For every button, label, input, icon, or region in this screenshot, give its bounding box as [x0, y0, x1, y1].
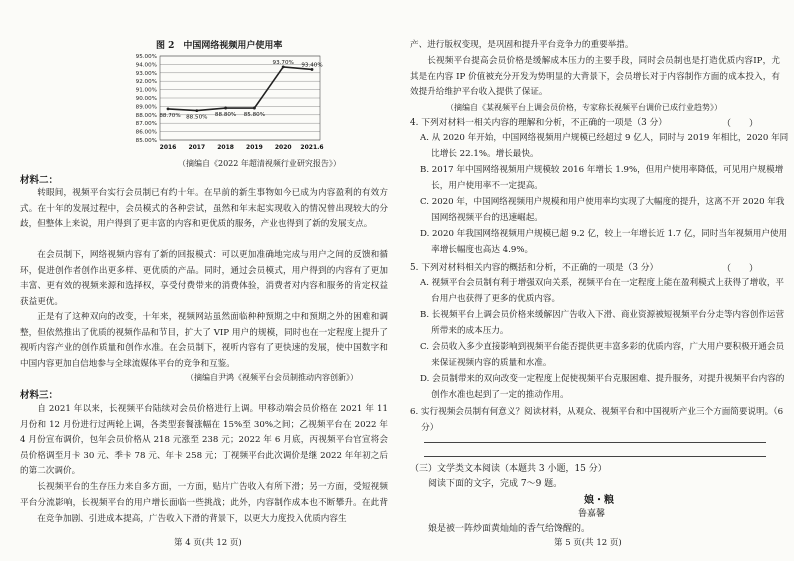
y-tick-label: 86.00%: [135, 129, 157, 136]
x-tick-label: 2018: [217, 144, 234, 151]
story-first-line: 娘是被一阵炒面黄灿灿的香气给馋醒的。: [428, 524, 591, 534]
question-4-stem: 4. 下列对材料一相关内容的理解和分析，不正确的一项是（3 分）: [410, 118, 668, 128]
data-label: 93.70%: [272, 59, 294, 66]
question-5-option-a[interactable]: A. 视频平台会员制有利于增强双向关系，视频平台在一定程度上能在盈利模式上获得了增收，平台用户也获得了更多的优质内容。: [420, 278, 785, 304]
data-label: 93.40%: [301, 62, 323, 69]
material2-paragraph-3: 正是有了这种双向的改变，十年来，视频网站虽然面临种种预期之中和预期之外的困难和调整，但依然推出了优质的视频作品和节目，扩大了 VIP 用户的规模，同时也在一定程度上提升了视听内容产业的创作质量和创作水准。在会员制下，视听内容有了更快速的发展，使中国数字和中国内容更加自信地参与全球流媒体平台的竞争和互鉴。: [20, 312, 388, 369]
y-tick-label: 87.00%: [135, 121, 157, 128]
data-label: 88.70%: [159, 112, 181, 119]
user-rate-chart: [126, 50, 326, 158]
material3-paragraph-3: 在竞争加剧、引进成本提高，广告收入下滑的背景下，以更大力度投入优质内容生: [37, 514, 347, 524]
answer-line-2[interactable]: [424, 456, 766, 457]
question-4-option-a[interactable]: A. 从 2020 年开始，中国网络视频用户规模已经超过 9 亿人，同时与 2019 年相比，2020 年同比增长 22.1%。增长最快。: [420, 133, 788, 159]
y-tick-label: 94.00%: [135, 62, 157, 69]
question-4-answer-paren[interactable]: （ ）: [722, 119, 759, 129]
answer-line-1[interactable]: [424, 442, 766, 443]
material3-source: （摘编自《某视频平台上调会员价格，专家称长视频平台调价已成行业趋势》）: [446, 103, 722, 112]
question-5-option-d[interactable]: D. 会员制带来的双向改变一定程度上促使视频平台克服困难、提升服务，对提升视频平台内容的创作水准也起到了一定的推动作用。: [420, 374, 785, 400]
y-tick-label: 85.00%: [135, 138, 157, 144]
material2-source: （摘编自尹鸿《视频平台会员制推动内容创新》）: [186, 373, 358, 382]
x-tick-label: 2016: [159, 144, 177, 151]
question-6-stem: 6. 实行视频会员制有何意义？阅读材料，从观众、视频平台和中国视听产业三个方面简要说明。（6 分）: [410, 407, 784, 433]
x-tick-label: 2021.6: [300, 144, 324, 151]
material3-heading: 材料三：: [20, 390, 59, 401]
question-4-option-d[interactable]: D. 2020 年我国网络视频用户规模已超 9.2 亿，较上一年增长近 1.7 亿，同时当年视频用户使用率增长幅度也高达 4.9%。: [420, 229, 788, 255]
data-point: [253, 107, 256, 110]
x-tick-label: 2019: [246, 144, 263, 151]
data-label: 88.80%: [214, 112, 237, 119]
figure-title: 图 2 中国网络视频用户使用率: [156, 41, 283, 51]
data-point: [167, 108, 170, 111]
question-4-option-b[interactable]: B. 2017 年中国网络视频用户规模较 2016 年增长 1.9%，但用户使用率降低，可见用户规模增长，用户使用率不一定提高。: [420, 165, 784, 191]
y-tick-label: 95.00%: [135, 54, 157, 60]
question-4-option-c[interactable]: C. 2020 年，中国网络视频用户规模和用户使用率均实现了大幅度的提升，这离不开 2020 年我国网络视频平台的迅速崛起。: [420, 197, 785, 223]
data-point: [195, 109, 198, 112]
y-tick-label: 88.00%: [135, 112, 157, 119]
y-tick-label: 90.00%: [135, 96, 157, 102]
data-label: 88.50%: [186, 114, 208, 121]
left-page: [6, 0, 390, 561]
story-title: 娘・粮: [584, 495, 614, 506]
material2-paragraph-2: 在会员制下，网络视频内容有了新的回报模式：可以更加准确地完成与用户之间的反馈和循环，促进创作者创作出更多样、更优质的产品。同时，通过会员模式，用户得到的内容有了更加丰富、更有效的视频来源和选择权，享受付费带来的消费体验，消费者对内容和服务的肯定权益获益更优。: [20, 250, 388, 307]
y-tick-label: 91.00%: [135, 87, 157, 94]
data-label: 85.80%: [243, 112, 266, 119]
figure-source: （摘编自《2022 年超清视频行业研究报告》）: [178, 159, 341, 168]
story-author: 鲁嘉馨: [578, 509, 606, 519]
continued-paragraph-2: 长视频平台提高会员价格是缓解成本压力的主要手段，同时会员制也是打造优质内容IP，尤其是在内容 IP 价值被充分开发为势明显的大背景下，会员增长对于内容制作方面的成本投入，有效提升给维护平台收入提供了保证。: [410, 56, 780, 98]
y-tick-label: 89.00%: [135, 104, 157, 111]
material2-paragraph-1: 转眼间，视频平台实行会员制已有约十年。在早前的新生事物如今已成为内容盈利的有效方式。在十年的发展过程中，会员模式的各种尝试，虽然和年末起实现收入的情况曾出现较大的分歧，但整体上来说，用户得到了更丰富的内容和更优质的服务，产业也得到了新的发展支点。: [20, 188, 388, 230]
page-footer-right: 第 5 页(共 12 页): [554, 538, 622, 548]
x-tick-label: 2020: [274, 144, 292, 151]
material2-heading: 材料二：: [20, 175, 59, 186]
question-5-answer-paren[interactable]: （ ）: [722, 264, 759, 274]
question-5-option-b[interactable]: B. 长视频平台上调会员价格来缓解因广告收入下滑、商业资源被短视频平台分走等内容创作运营所带来的成本压力。: [420, 310, 785, 336]
continued-paragraph-1: 产、进行版权变现，是巩固和提升平台竞争力的重要举措。: [410, 40, 634, 50]
data-point: [311, 68, 314, 71]
material3-paragraph-1: 自 2021 年以来，长视频平台陆续对会员价格进行上调。甲移动端会员价格在 2021 年 11 月份和 12 月份进行过两轮上调，各类型套餐涨幅在 15%至 30%之间；乙视频平台在 2022 年 4 月份宣布调价，包年会员价格从 218 元涨至 238 元；2022 年 6 月底，丙视频平台官宣将会员价格调至月卡 30 元、季卡 78 元、年卡 258 元；丁视频平台此次调价是继 2022 年年初之后的第二次调价。: [20, 404, 388, 477]
data-point: [282, 66, 285, 69]
right-page: [404, 0, 788, 561]
x-tick-label: 2017: [188, 144, 206, 151]
y-tick-label: 93.00%: [135, 70, 157, 77]
question-5-option-c[interactable]: C. 会员收入多少直接影响到视频平台能否提供更丰富多彩的优质内容，广大用户要积极开通会员来保证视频内容的质量和水准。: [420, 342, 785, 368]
section-3-heading: （三）文学类文本阅读（本题共 3 小题，15 分）: [410, 464, 607, 474]
data-point: [224, 107, 227, 110]
series-line: [168, 67, 312, 111]
page-footer-left: 第 4 页(共 12 页): [174, 538, 242, 548]
material3-paragraph-2: 长视频平台的生存压力来自多方面，一方面，贴片广告收入有所下滑；另一方面，受短视频平台分流影响，长视频平台的用户增长面临一些挑战；此外，内容制作成本也不断攀升。在此背: [20, 482, 388, 508]
section-3-instruction: 阅读下面的文字，完成 7～9 题。: [428, 479, 563, 489]
y-tick-label: 92.00%: [135, 79, 157, 86]
question-5-stem: 5. 下列对材料相关内容的概括和分析，不正确的一项是（3 分）: [410, 263, 659, 273]
